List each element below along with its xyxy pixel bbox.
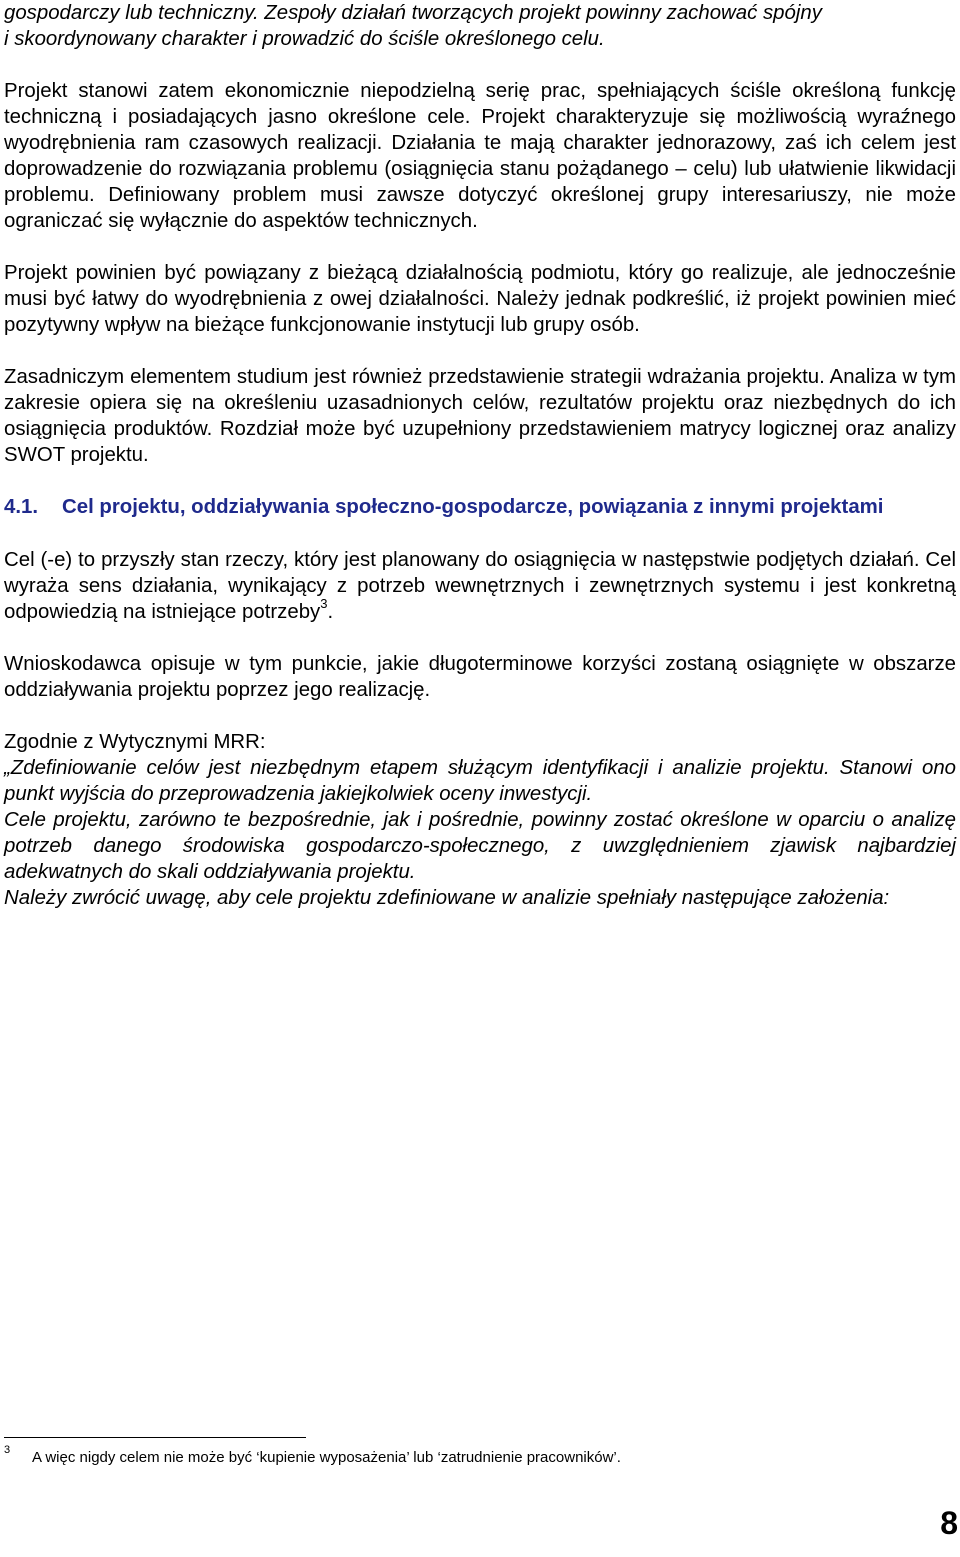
guidelines-quote-2: Cele projektu, zarówno te bezpośrednie, jak i pośrednie, powinny zostać określone w oparciu o analizę potrzeb danego środowiska gospodarczo-społecznego, z uwzględnieniem zjawisk najbardziej adekwatnych do skali oddziaływania projektu. (4, 809, 956, 883)
paragraph-goal-definition (4, 547, 956, 625)
footnote-reference[interactable]: 3 (320, 596, 328, 612)
goal-definition-end: . (327, 601, 334, 623)
continuation-line-2: i skoordynowany charakter i prowadzić do ściśle określonego celu. (4, 28, 605, 50)
guidelines-quote-3: Należy zwrócić uwagę, aby cele projektu zdefiniowane w analizie spełniały następujące założenia: (4, 887, 890, 909)
guidelines-quote-1: „Zdefiniowanie celów jest niezbędnym etapem służącym identyfikacji i analizie projektu. Stanowi ono punkt wyjścia do przeprowadzenia jakiejkolwiek oceny inwestycji. (4, 757, 956, 805)
paragraph-applicant-description: Wnioskodawca opisuje w tym punkcie, jakie długoterminowe korzyści zostaną osiągnięte w obszarze oddziaływania projektu poprzez jego realizację. (4, 653, 956, 701)
section-title: Cel projektu, oddziaływania społeczno-gospodarcze, powiązania z innymi projektami (62, 496, 884, 518)
page-number: 8 (940, 1505, 958, 1541)
continuation-line-1: gospodarczy lub techniczny. Zespoły działań tworzących projekt powinny zachować spójny (4, 2, 822, 24)
footnote (4, 1444, 944, 1468)
paragraph-project-definition: Projekt stanowi zatem ekonomicznie niepodzielną serię prac, spełniających ściśle określoną funkcję techniczną i posiadających jasno określone cele. Projekt charakteryzuje się możliwością wyraźnego wyodrębnienia ram czasowych realizacji. Działania te mają charakter jednorazowy, zaś ich celem jest doprowadzenie do rozwiązania problemu (osiągnięcia stanu pożądanego – celu) lub ułatwienie likwidacji problemu. Definiowany problem musi zawsze dotyczyć określonej grupy interesariuszy, nie może ograniczać się wyłącznie do aspektów technicznych. (4, 80, 956, 232)
paragraph-project-relation: Projekt powinien być powiązany z bieżącą działalnością podmiotu, który go realizuje, ale jednocześnie musi być łatwy do wyodrębnienia z owej działalności. Należy jednak podkreślić, iż projekt powinien mieć pozytywny wpływ na bieżące funkcjonowanie instytucji lub grupy osób. (4, 262, 956, 336)
section-number: 4.1. (4, 496, 39, 518)
footnote-text: A więc nigdy celem nie może być ‘kupienie wyposażenia’ lub ‘zatrudnienie pracowników’. (32, 1449, 621, 1466)
footnote-separator (4, 1437, 306, 1438)
paragraph-implementation-strategy: Zasadniczym elementem studium jest również przedstawienie strategii wdrażania projektu. Analiza w tym zakresie opiera się na określeniu uzasadnionych celów, rezultatów projektu oraz niezbędnych do ich osiągnięcia produktów. Rozdział może być uzupełniony przedstawieniem matrycy logicznej oraz analizy SWOT projektu. (4, 366, 956, 466)
section-heading (4, 494, 956, 521)
guidelines-intro: Zgodnie z Wytycznymi MRR: (4, 731, 266, 753)
footnote-mark: 3 (4, 1444, 11, 1456)
goal-definition-text: Cel (-e) to przyszły stan rzeczy, który jest planowany do osiągnięcia w następstwie podjętych działań. Cel wyraża sens działania, wynikający z potrzeb wewnętrznych i zewnętrznych systemu i jest konkretną odpowiedzią na istniejące potrzeby (4, 549, 956, 623)
document-page (4, 0, 956, 911)
